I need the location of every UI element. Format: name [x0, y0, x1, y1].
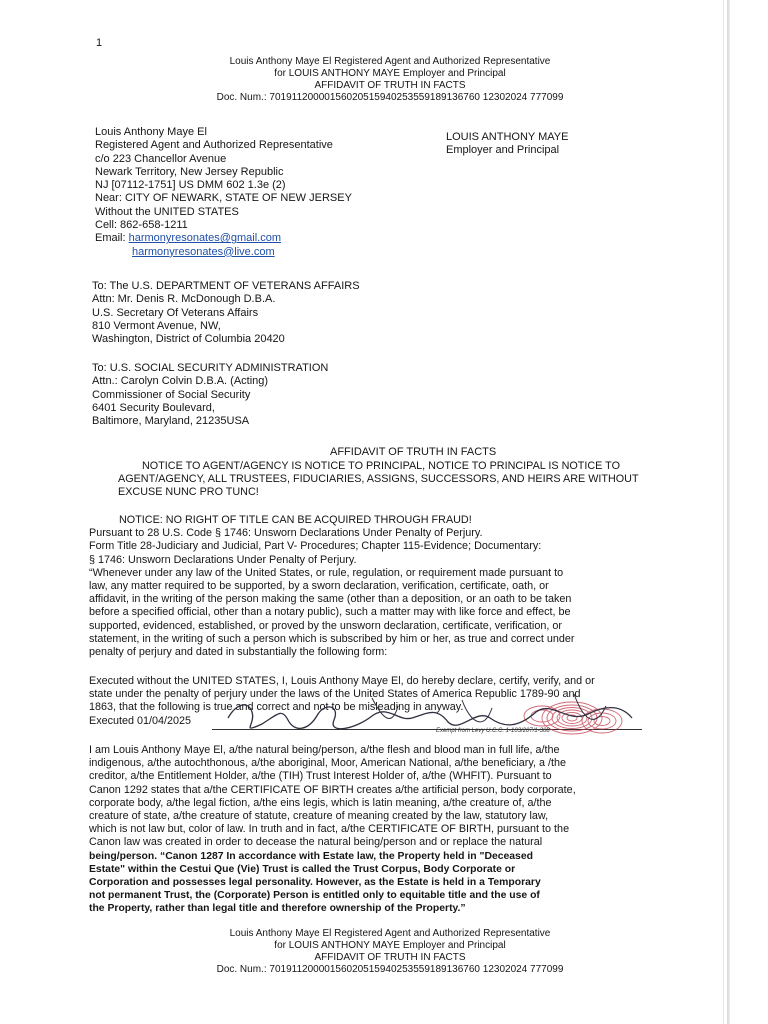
statute-line: before a specified official, other than a notary public), such a matter may with like force and effect, be: [89, 606, 571, 619]
statute-line: supported, evidenced, established, or proved by the unsworn declaration, certificate, verification, or: [89, 619, 562, 632]
statute-heading: NOTICE: NO RIGHT OF TITLE CAN BE ACQUIRED THROUGH FRAUD!: [119, 514, 472, 526]
executed-line: state under the penalty of perjury under the laws of the United States of America Republic 1789-90 and: [89, 688, 581, 701]
sender-line: Louis Anthony Maye El: [95, 126, 207, 138]
header-line-2: for LOUIS ANTHONY MAYE Employer and Principal: [274, 68, 506, 79]
handwritten-signature: [228, 705, 632, 729]
recipient-line: Attn: Mr. Denis R. McDonough D.B.A.: [92, 293, 276, 306]
executed-date: Executed 01/04/2025: [89, 714, 192, 727]
body-line: not permanent Trust, the (Corporate) Person is entitled only to equitable title and the use of: [89, 890, 540, 902]
signature-with-fingerprint: [222, 688, 642, 748]
sender-line: Cell: 862-658-1211: [95, 219, 188, 232]
notice-line: NOTICE TO AGENT/AGENCY IS NOTICE TO PRINCIPAL, NOTICE TO PRINCIPAL IS NOTICE TO: [142, 460, 620, 472]
document-footer: [120, 928, 660, 976]
statute-line: Pursuant to 28 U.S. Code § 1746: Unsworn Declarations Under Penalty of Perjury.: [89, 527, 483, 540]
statute-line: “Whenever under any law of the United States, or rule, regulation, or requirement made pursuant to: [89, 566, 564, 579]
body-line: the Property, rather than legal title and therefore ownership of the Property.”: [89, 903, 466, 915]
email-row: [95, 232, 352, 245]
executed-line: Executed without the UNITED STATES, I, Louis Anthony Maye El, do hereby declare, certify, verify, and or: [89, 675, 595, 687]
body-line: I am Louis Anthony Maye El, a/the natural being/person, a/the flesh and blood man in full life, a/the: [89, 744, 560, 756]
body-line: Canon law was created in order to decease the natural being/person and or replace the natural: [89, 836, 543, 849]
notice-line: EXCUSE NUNC PRO TUNC!: [118, 486, 259, 499]
statute-line: penalty of perjury and dated in substantially the following form:: [89, 646, 388, 659]
footer-line-4: Doc. Num.: 70191120000156020515940253559189136760 12302024 777099: [216, 964, 564, 975]
recipient-line: U.S. Secretary Of Veterans Affairs: [92, 306, 259, 319]
recipient-line: Baltimore, Maryland, 21235USA: [92, 415, 250, 428]
notice-line: AGENT/AGENCY, ALL TRUSTEES, FIDUCIARIES, ASSIGNS, SUCCESSORS, AND HEIRS ARE WITHOUT: [118, 473, 639, 486]
page-number: 1: [96, 37, 103, 49]
sender-address-block: [95, 126, 352, 259]
statute-block: [89, 514, 575, 659]
principal-name: LOUIS ANTHONY MAYE: [446, 131, 569, 143]
body-line: creature of state, a/the creature of statute, creature of meaning created by the law, statutory law,: [89, 810, 549, 823]
header-line-1: Louis Anthony Maye El Registered Agent and Authorized Representative: [229, 56, 551, 67]
principal-block: [446, 131, 568, 158]
sender-line: Without the UNITED STATES: [95, 205, 239, 218]
sender-line: Near: CITY OF NEWARK, STATE OF NEW JERSEY: [95, 192, 352, 205]
signature-stamp-caption: Exempt from Levy U.C.C. 1-103/207/1-308: [436, 728, 550, 734]
email-label: Email:: [95, 232, 129, 245]
footer-line-2: for LOUIS ANTHONY MAYE Employer and Principal: [274, 940, 506, 951]
sender-line: Registered Agent and Authorized Representative: [95, 139, 333, 152]
statute-line: § 1746: Unsworn Declarations Under Penalty of Perjury.: [89, 553, 357, 566]
recipient-line: 810 Vermont Avenue, NW,: [92, 319, 221, 332]
executed-line: 1863, that the following is true and correct and not to be misleading in anyway.: [89, 701, 464, 714]
statute-line: Form Title 28-Judiciary and Judicial, Part V- Procedures; Chapter 115-Evidence; Documentary:: [89, 540, 542, 553]
notice-block: [118, 460, 639, 500]
recipient-line: To: U.S. SOCIAL SECURITY ADMINISTRATION: [92, 362, 329, 374]
statute-line: affidavit, in the writing of the person making the same (other than a deposition, or an oath to be taken: [89, 593, 572, 606]
sender-line: c/o 223 Chancellor Avenue: [95, 152, 227, 165]
email-row-2: [95, 246, 352, 259]
body-line: creditor, a/the Entitlement Holder, a/the (TIH) Trust Interest Holder of, a/the (WHFIT). Pursuant to: [89, 770, 552, 783]
recipient-line: Washington, District of Columbia 20420: [92, 333, 285, 346]
body-line: indigenous, a/the autochthonous, a/the aboriginal, Moor, American National, a/the beneficiary, a /the: [89, 757, 566, 770]
page-edge-shadow: [723, 0, 724, 1024]
footer-line-3: AFFIDAVIT OF TRUTH IN FACTS: [314, 952, 466, 963]
body-line: Canon 1292 states that a/the CERTIFICATE OF BIRTH creates a/the artificial person, body corporate,: [89, 783, 576, 796]
recipient-line: Attn.: Carolyn Colvin D.B.A. (Acting): [92, 375, 269, 388]
body-block: [89, 744, 576, 916]
recipient-line: To: The U.S. DEPARTMENT OF VETERANS AFFAIRS: [92, 280, 360, 292]
document-header: [120, 56, 660, 104]
header-line-3: AFFIDAVIT OF TRUTH IN FACTS: [314, 80, 466, 91]
page-edge: [727, 0, 730, 1024]
body-line: being/person. “Canon 1287 In accordance with Estate law, the Property held in "Deceased: [89, 850, 533, 862]
header-line-4: Doc. Num.: 70191120000156020515940253559189136760 12302024 777099: [216, 92, 564, 103]
recipient-line: Commissioner of Social Security: [92, 388, 251, 401]
affidavit-title: AFFIDAVIT OF TRUTH IN FACTS: [330, 446, 497, 458]
principal-role: Employer and Principal: [446, 144, 560, 157]
statute-line: law, any matter required to be supported, by a sworn declaration, verification, certificate, oath, or: [89, 580, 549, 593]
recipient-line: 6401 Security Boulevard,: [92, 401, 215, 414]
email-link-live[interactable]: harmonyresonates@live.com: [132, 245, 275, 258]
sender-line: NJ [07112-1751] US DMM 602 1.3e (2): [95, 179, 286, 192]
recipient-va-block: [92, 280, 360, 346]
body-line: which is not law but, color of law. In truth and in fact, a/the CERTIFICATE OF BIRTH, pursuant to the: [89, 823, 570, 836]
statute-line: statement, in the writing of such a person which is subscribed by him or her, as true and correct under: [89, 632, 575, 645]
footer-line-1: Louis Anthony Maye El Registered Agent and Authorized Representative: [229, 928, 551, 939]
body-line: Estate" within the Cestui Que (Vie) Trust is called the Trust Corpus, Body Corporate or: [89, 863, 516, 875]
sender-line: Newark Territory, New Jersey Republic: [95, 165, 284, 178]
recipient-ssa-block: [92, 362, 328, 428]
body-line: corporate body, a/the legal fiction, a/the eins legis, which is latin meaning, a/the creature of, a/the: [89, 796, 552, 809]
body-line: Corporation and possesses legal personality. However, as the Estate is held in a Temporary: [89, 877, 541, 889]
email-link-gmail[interactable]: harmonyresonates@gmail.com: [128, 232, 282, 245]
